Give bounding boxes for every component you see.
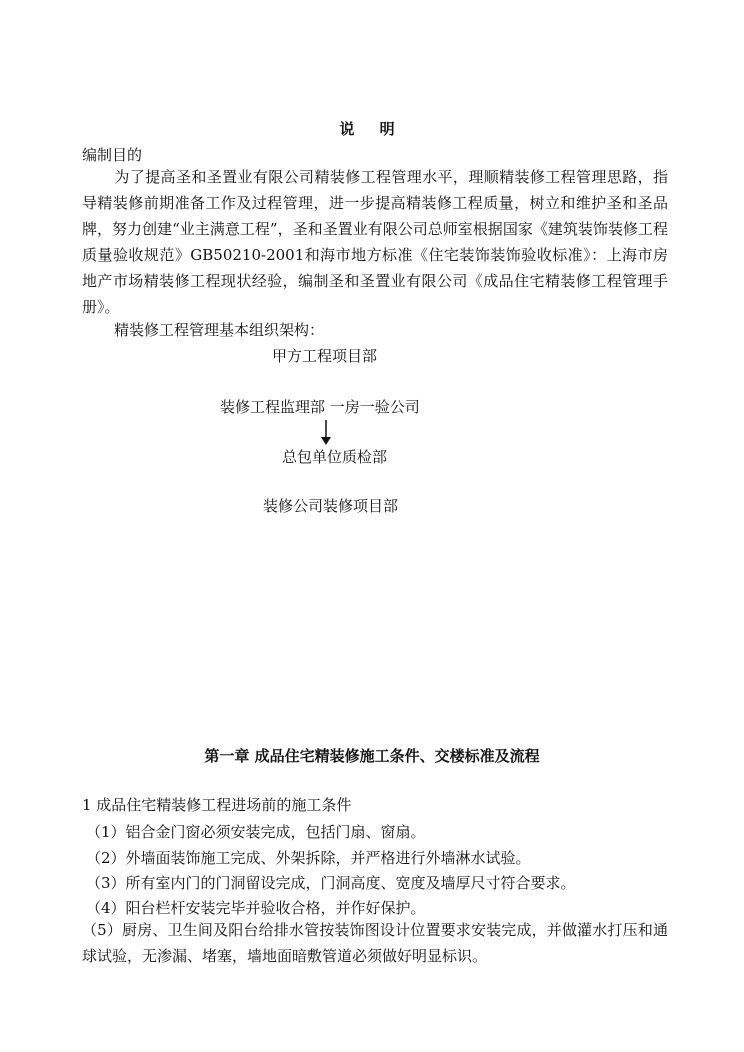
org-node-middle: 装修工程监理部 一房一验公司 bbox=[220, 398, 420, 416]
condition-item-3: （3）所有室内门的门洞留设完成，门洞高度、宽度及墙厚尺寸符合要求。 bbox=[86, 874, 576, 892]
chapter-title: 第一章 成品住宅精装修施工条件、交楼标准及流程 bbox=[204, 747, 540, 765]
down-arrow-icon bbox=[318, 420, 334, 446]
condition-item-1: （1）铝合金门窗必须安装完成，包括门扇、窗扇。 bbox=[86, 823, 426, 841]
purpose-paragraph bbox=[82, 164, 668, 320]
org-node-top: 甲方工程项目部 bbox=[272, 347, 378, 365]
org-node-bottom: 装修公司装修项目部 bbox=[263, 497, 399, 515]
org-intro: 精装修工程管理基本组织架构： bbox=[114, 321, 325, 339]
condition-item-4: （4）阳台栏杆安装完毕并验收合格，并作好保护。 bbox=[86, 899, 426, 917]
condition-item-5: （5）厨房、卫生间及阳台给排水管按装饰图设计位置要求安装完成，并做灌水打压和通球试验，无渗漏、堵塞，墙地面暗敷管道必须做好明显标识。 bbox=[82, 921, 668, 965]
org-node-contractor: 总包单位质检部 bbox=[282, 448, 388, 466]
condition-item-2: （2）外墙面装饰施工完成、外架拆除，并严格进行外墙淋水试验。 bbox=[86, 849, 531, 867]
section-heading: 编制目的 bbox=[82, 146, 143, 164]
document-title: 说 明 bbox=[339, 120, 405, 138]
purpose-text: 为了提高圣和圣置业有限公司精装修工程管理水平，理顺精装修工程管理思路，指导精装修前期准备工作及过程管理，进一步提高精装修工程质量，树立和维护圣和圣品牌，努力创建“业主满意工程”，圣和圣置业有限公司总师室根据国家《建筑装饰装修工程质量验收规范》GB50210-2001和海市地方标准《住宅装饰装饰验收标准》：上海市房地产市场精装修工程现状经验，编制圣和圣置业有限公司《成品住宅精装修工程管理手册》。 bbox=[82, 168, 668, 316]
subsection-heading: 1 成品住宅精装修工程进场前的施工条件 bbox=[82, 796, 352, 814]
